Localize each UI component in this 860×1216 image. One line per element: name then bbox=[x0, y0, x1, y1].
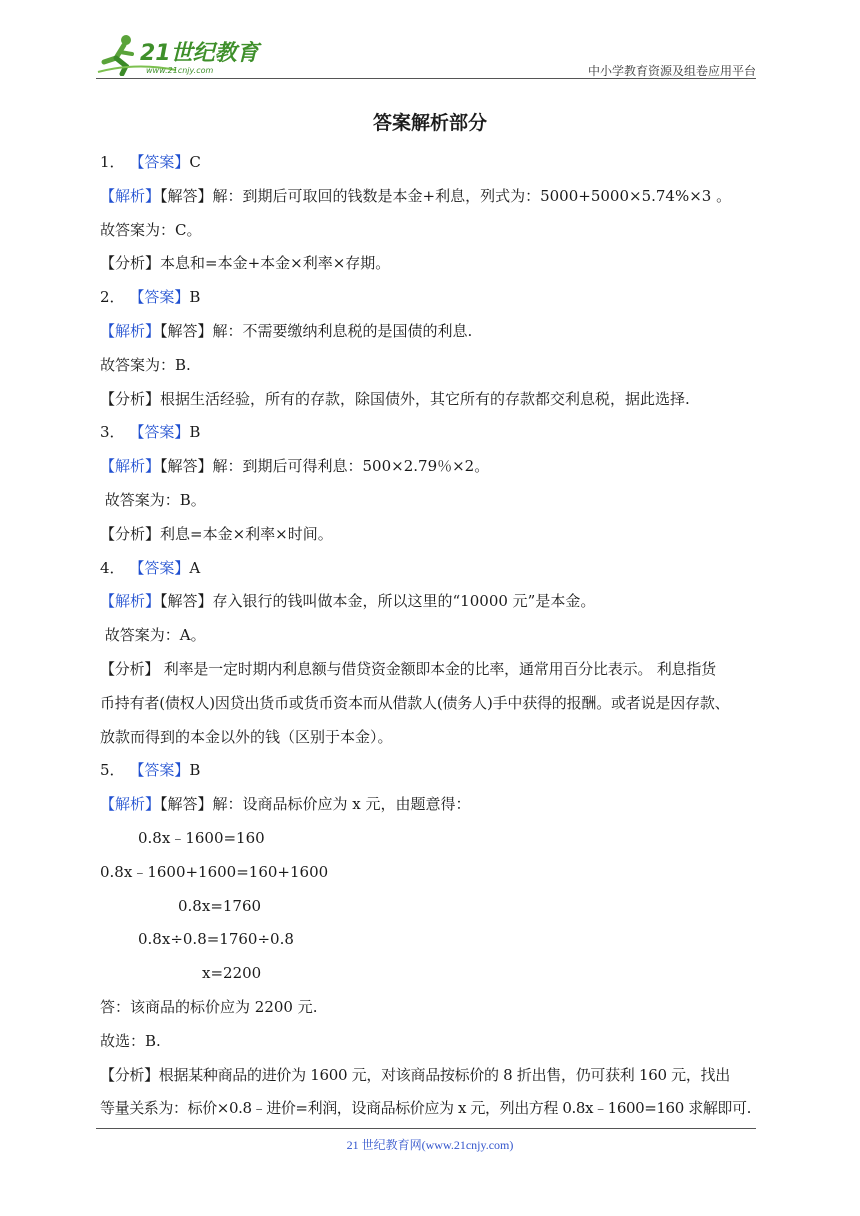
q4-analysis-line-2: 币持有者(债权人)因贷出货币或货币资本而从借款人(债务人)手中获得的报酬。或者说是因存款、 bbox=[100, 693, 730, 712]
q1-answer: C bbox=[189, 153, 201, 171]
q5-equation-4: 0.8x÷0.8=1760÷0.8 bbox=[138, 930, 294, 949]
q3-answer-line bbox=[100, 416, 760, 450]
q2-number: 2． bbox=[100, 288, 125, 307]
q4-analysis-line-3: 放款而得到的本金以外的钱（区别于本金）。 bbox=[100, 727, 393, 746]
q2-answer-tag: 【答案】 bbox=[129, 288, 190, 307]
q5-number: 5． bbox=[100, 761, 125, 780]
q4-answer-line bbox=[100, 552, 760, 586]
q5-jiexi-tag: 【解析】 bbox=[100, 795, 161, 814]
q5-analysis-line-1: 【分析】根据某种商品的进价为 1600 元，对该商品按标价的 8 折出售，仍可获利 160 元，找出 bbox=[100, 1065, 730, 1084]
q3-jiexi-tag: 【解析】 bbox=[100, 457, 161, 476]
q1-jiexi-tag: 【解析】 bbox=[100, 186, 161, 205]
q5-analysis-line-2: 等量关系为：标价×0.8﹣进价=利润，设商品标价应为 x 元，列出方程 0.8x﹣1600=160 求解即可. bbox=[100, 1099, 751, 1118]
q3-jiexi-line bbox=[100, 450, 760, 484]
q3-conclusion: 故答案为：B。 bbox=[100, 490, 206, 509]
footer-link[interactable]: 21 世纪教育网(www.21cnjy.com) bbox=[346, 1138, 514, 1152]
q2-jiexi-tag: 【解析】 bbox=[100, 321, 161, 340]
q5-answer-tag: 【答案】 bbox=[129, 761, 190, 780]
q5-equation-5: x=2200 bbox=[202, 964, 262, 983]
q2-answer-line bbox=[100, 281, 760, 315]
q1-conclusion: 故答案为：C。 bbox=[100, 220, 202, 239]
q4-jiexi-tag: 【解析】 bbox=[100, 592, 161, 611]
runner-logo-icon bbox=[96, 32, 266, 76]
q4-conclusion: 故答案为：A。 bbox=[100, 626, 206, 645]
q4-jiexi: 【解答】存入银行的钱叫做本金，所以这里的“10000 元”是本金。 bbox=[160, 592, 596, 611]
header-divider bbox=[96, 78, 756, 79]
q1-answer-line bbox=[100, 146, 760, 180]
q3-number: 3． bbox=[100, 423, 125, 442]
q5-equation-3: 0.8x=1760 bbox=[178, 896, 262, 915]
q2-analysis: 【分析】根据生活经验，所有的存款，除国债外，其它所有的存款都交利息税，据此选择. bbox=[100, 389, 690, 408]
q1-answer-tag: 【答案】 bbox=[129, 153, 190, 171]
page-title: 答案解析部分 bbox=[372, 112, 487, 134]
q1-jiexi-line bbox=[100, 180, 760, 214]
q3-answer-tag: 【答案】 bbox=[129, 423, 190, 442]
q3-jiexi: 【解答】解：到期后可得利息：500×2.79％×2。 bbox=[160, 457, 490, 476]
q1-analysis: 【分析】本息和=本金+本金×利率×存期。 bbox=[100, 254, 391, 273]
q4-answer-tag: 【答案】 bbox=[129, 558, 190, 577]
page-header bbox=[96, 30, 756, 80]
q4-answer: A bbox=[189, 558, 201, 577]
q3-analysis: 【分析】利息=本金×利率×时间。 bbox=[100, 524, 333, 543]
q5-jiexi: 【解答】解：设商品标价应为 x 元，由题意得： bbox=[160, 795, 471, 814]
q5-equation-2: 0.8x﹣1600+1600=160+1600 bbox=[100, 862, 329, 881]
q1-number: 1． bbox=[100, 153, 125, 171]
answer-content bbox=[100, 146, 760, 1126]
q5-answer-line bbox=[100, 754, 760, 788]
q5-conclusion: 故选：B. bbox=[100, 1031, 161, 1050]
q4-jiexi-line bbox=[100, 585, 760, 619]
q5-jiexi-line bbox=[100, 788, 760, 822]
svg-text:www.21cnjy.com: www.21cnjy.com bbox=[146, 66, 214, 75]
q5-equation-1: 0.8x﹣1600=160 bbox=[138, 828, 265, 847]
q5-answer: B bbox=[189, 761, 201, 780]
q5-reply: 答：该商品的标价应为 2200 元. bbox=[100, 997, 318, 1016]
site-logo bbox=[96, 32, 266, 76]
q2-jiexi-line bbox=[100, 315, 760, 349]
q3-answer: B bbox=[189, 423, 201, 442]
q2-jiexi: 【解答】解：不需要缴纳利息税的是国债的利息. bbox=[160, 321, 473, 340]
q2-conclusion: 故答案为：B. bbox=[100, 355, 191, 374]
footer-divider bbox=[96, 1128, 756, 1129]
q4-number: 4． bbox=[100, 558, 125, 577]
q2-answer: B bbox=[189, 288, 201, 307]
q4-analysis-line-1: 【分析】 利率是一定时期内利息额与借贷资金额即本金的比率，通常用百分比表示。 利息指货 bbox=[100, 659, 716, 678]
svg-text:21世纪教育: 21世纪教育 bbox=[140, 41, 259, 66]
q1-jiexi: 【解答】解：到期后可取回的钱数是本金+利息，列式为：5000+5000×5.74%×3 。 bbox=[160, 186, 732, 205]
platform-name: 中小学教育资源及组卷应用平台 bbox=[587, 64, 756, 78]
